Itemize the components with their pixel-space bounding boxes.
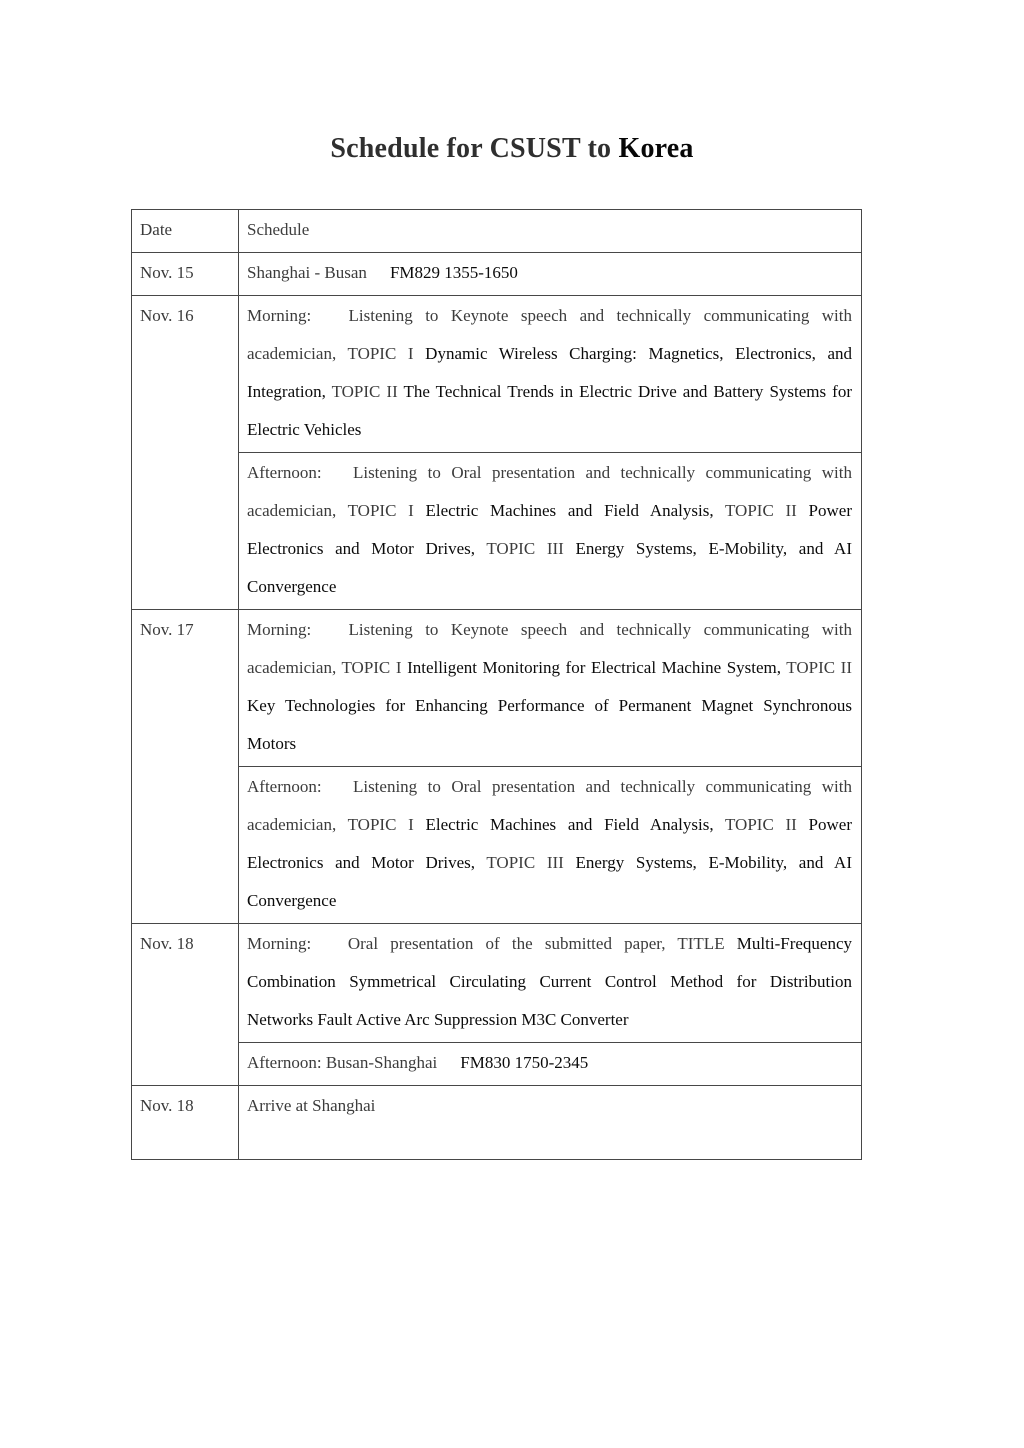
topic-title-text: Key Technologies for Enhancing Performance of Permanent Magnet Synchronous Motors — [247, 696, 852, 753]
schedule-cell-nov17-afternoon — [239, 767, 862, 924]
afternoon-paragraph — [247, 454, 852, 606]
date-label: Nov. 18 — [140, 934, 194, 953]
flight-number: FM829 1355-1650 — [389, 263, 518, 282]
topic-title-text: Power Electronics and Motor Drives, — [247, 501, 852, 558]
table-row-nov18-morning — [132, 924, 862, 1043]
topic-title-text: Electric Machines and Field Analysis, — [425, 815, 725, 834]
flight-line — [247, 1044, 852, 1082]
schedule-cell-nov15 — [239, 253, 862, 296]
topic-title-text: Dynamic Wireless Charging: Magnetics, Electronics, and Integration, — [247, 344, 853, 401]
topic-label-text: TOPIC II — [724, 501, 809, 520]
date-label: Nov. 17 — [140, 620, 194, 639]
date-label: Nov. 18 — [140, 1096, 194, 1115]
schedule-cell-nov16-afternoon — [239, 453, 862, 610]
table-row-nov17-afternoon — [132, 767, 862, 924]
morning-paragraph — [247, 297, 852, 449]
route-text: Afternoon: Busan-Shanghai — [247, 1053, 438, 1072]
table-row-nov18-afternoon — [132, 1043, 862, 1086]
topic-label-text: TOPIC III — [486, 853, 576, 872]
topic-title-text: Electric Machines and Field Analysis, — [425, 501, 725, 520]
table-header-row — [132, 210, 862, 253]
paper-title-text: Multi-Frequency Combination Symmetrical Circulating Current Control Method for Distribution Networks Fault Active Arc Suppression M3C Converter — [247, 934, 852, 1029]
topic-label-text: TOPIC II — [786, 658, 852, 677]
flight-number: FM830 1750-2345 — [460, 1053, 589, 1072]
topic-label-text: TOPIC II — [724, 815, 809, 834]
morning-paragraph — [247, 925, 852, 1039]
flight-line — [247, 254, 852, 292]
date-cell-nov18 — [132, 924, 239, 1086]
table-row-nov16-morning — [132, 296, 862, 453]
morning-paragraph — [247, 611, 852, 763]
page-title — [0, 0, 1024, 165]
date-cell-nov15 — [132, 253, 239, 296]
date-cell-nov16 — [132, 296, 239, 610]
date-label: Nov. 16 — [140, 306, 194, 325]
schedule-cell-nov18-morning — [239, 924, 862, 1043]
page-title-prefix: Schedule for CSUST to — [330, 133, 612, 164]
topic-label-text: TOPIC III — [486, 539, 576, 558]
schedule-cell-nov16-morning — [239, 296, 862, 453]
topic-title-text: Intelligent Monitoring for Electrical Machine System, — [407, 658, 787, 677]
date-cell-nov17 — [132, 610, 239, 924]
topic-label-text: TOPIC II — [331, 382, 404, 401]
table-row-nov15 — [132, 253, 862, 296]
header-cell-date — [132, 210, 239, 253]
schedule-table — [131, 209, 862, 1160]
topic-title-text: The Technical Trends in Electric Drive and Battery Systems for Electric Vehicles — [247, 382, 852, 439]
table-row-nov17-morning — [132, 610, 862, 767]
afternoon-paragraph — [247, 768, 852, 920]
narration-text: Morning: Listening to Keynote speech and technically communicating with academician, TOPIC I — [247, 620, 852, 677]
table-row-nov18-arrival — [132, 1086, 862, 1160]
date-label: Nov. 15 — [140, 263, 194, 282]
route-text: Shanghai - Busan — [247, 263, 367, 282]
topic-title-text: Energy Systems, E-Mobility, and AI Convergence — [247, 853, 852, 910]
schedule-cell-nov17-morning — [239, 610, 862, 767]
arrival-text — [247, 1087, 852, 1125]
table-row-nov16-afternoon — [132, 453, 862, 610]
page-title-emphasis: Korea — [618, 133, 694, 164]
narration-text: Afternoon: Listening to Oral presentation and technically communicating with academician, TOPIC I — [247, 463, 852, 520]
header-schedule-label: Schedule — [247, 220, 310, 239]
date-cell-nov18-arrival — [132, 1086, 239, 1160]
topic-title-text: Energy Systems, E-Mobility, and AI Convergence — [247, 539, 852, 596]
narration-text: Afternoon: Listening to Oral presentation and technically communicating with academician, TOPIC I — [247, 777, 852, 834]
header-cell-schedule — [239, 210, 862, 253]
narration-text: Morning: Listening to Keynote speech and technically communicating with academician, TOPIC I — [247, 306, 852, 363]
header-date-label: Date — [140, 220, 173, 239]
topic-title-text: Power Electronics and Motor Drives, — [247, 815, 852, 872]
schedule-cell-nov18-arrival — [239, 1086, 862, 1160]
schedule-cell-nov18-afternoon — [239, 1043, 862, 1086]
narration-text: Morning: Oral presentation of the submitted paper, TITLE — [247, 934, 737, 953]
arrival-label: Arrive at Shanghai — [247, 1096, 376, 1115]
